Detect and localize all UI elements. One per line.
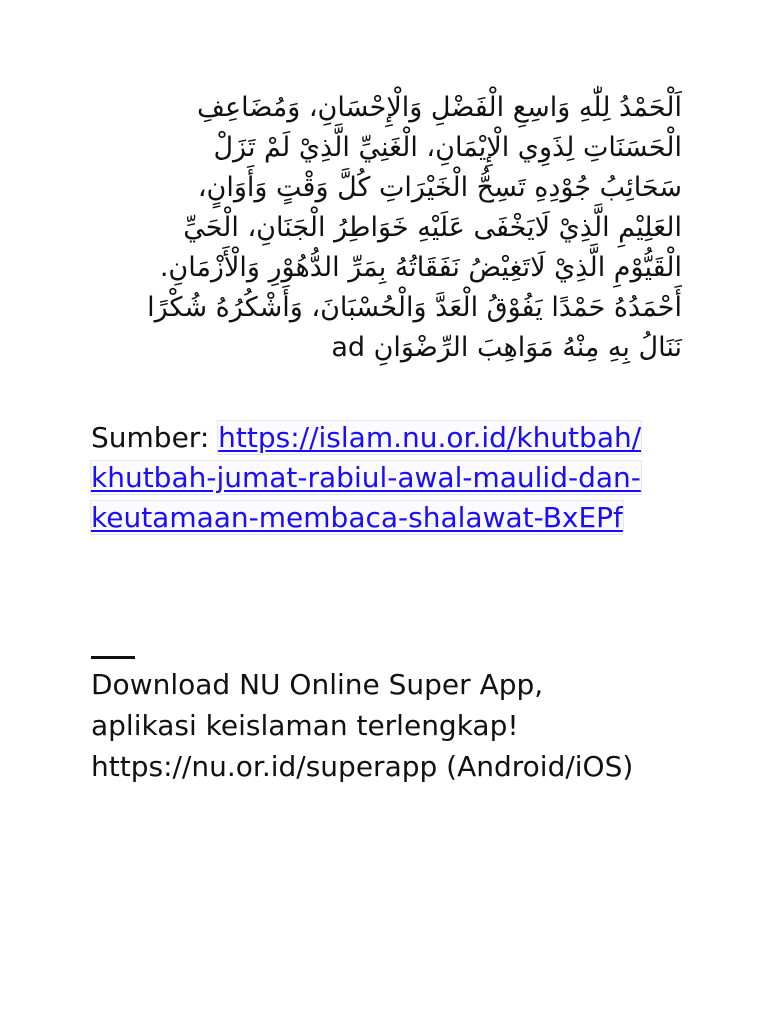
arabic-line: الْقَيُّوْمِ الَّذِيْ لَاتَغِيْضُ نَفَقَاتُهُ بِمَرِّ الدُّهُوْرِ وَالْأَزْمَانِ. [159, 252, 682, 283]
source-line-2 [91, 458, 691, 498]
promo-line-1: Download NU Online Super App, [91, 668, 544, 701]
arabic-line: العَلِيْمِ الَّذِيْ لَايَخْفَى عَلَيْهِ خَوَاطِرُ الْجَنَانِ، الْحَيِّ [183, 212, 682, 243]
source-link-part-3[interactable]: keutamaan-membaca-shalawat-BxEPf [91, 501, 623, 534]
source-citation [91, 418, 691, 538]
promo-url: https://nu.or.id/superapp (Android/iOS) [91, 750, 634, 783]
app-promo [91, 664, 711, 787]
arabic-khutbah-text [86, 88, 682, 368]
arabic-line: الْحَسَنَاتِ لِذَوِي الْإِيْمَانِ، الْغَنِيِّ الَّذِيْ لَمْ تَزَلْ [213, 132, 682, 163]
source-link-part-1[interactable]: https://islam.nu.or.id/khutbah/ [218, 421, 642, 454]
arabic-line: نَنَالُ بِهِ مِنْهُ مَوَاهِبَ الرِّضْوَانِ ad [331, 332, 682, 363]
section-divider [91, 656, 135, 659]
source-link-part-2[interactable]: khutbah-jumat-rabiul-awal-maulid-dan- [91, 461, 641, 494]
promo-line-2: aplikasi keislaman terlengkap! [91, 709, 519, 742]
source-line-3 [91, 498, 691, 538]
source-line-1 [91, 418, 691, 458]
arabic-line: اَلْحَمْدُ لِلّٰهِ وَاسِعِ الْفَضْلِ وَالْإِحْسَانِ، وَمُضَاعِفِ [197, 92, 682, 123]
arabic-line: أَحْمَدُهُ حَمْدًا يَفُوْقُ الْعَدَّ وَالْحُسْبَانَ، وَأَشْكُرُهُ شُكْرًا [147, 292, 682, 323]
source-label: Sumber: [91, 421, 219, 454]
arabic-line: سَحَائِبُ جُوْدِهِ تَسِحُّ الْخَيْرَاتِ كُلَّ وَقْتٍ وَأَوَانٍ، [197, 172, 682, 203]
